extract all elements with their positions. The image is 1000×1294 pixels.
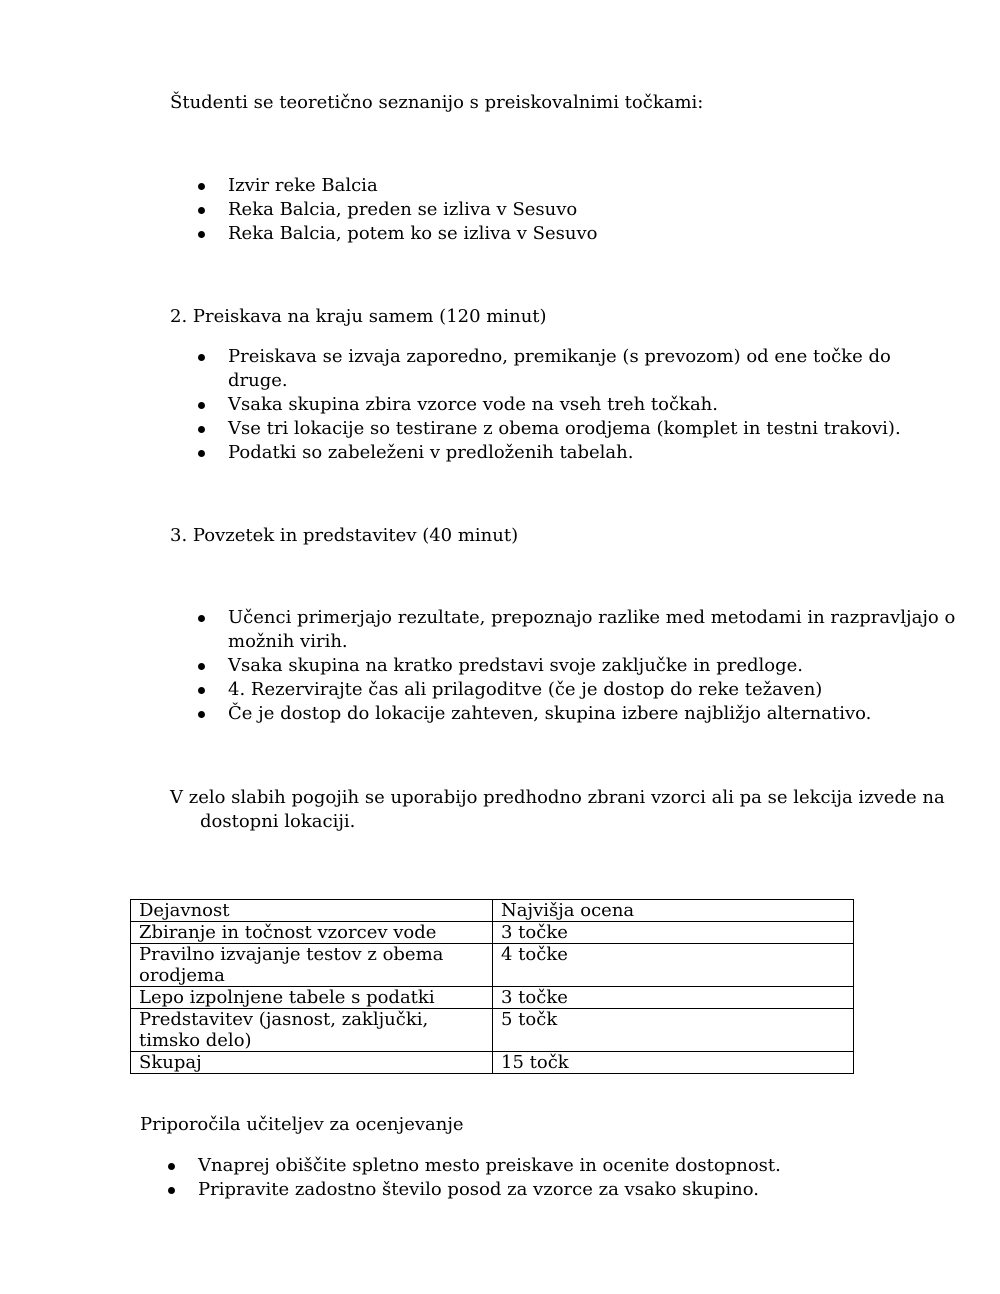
intro-text: Študenti se teoretično seznanijo s preiskovalnimi točkami: (170, 92, 704, 113)
table-row (131, 944, 854, 987)
table-cell: Predstavitev (jasnost, zaključki, timsko delo) (131, 1009, 493, 1052)
table-row (131, 987, 854, 1009)
list-item: Pripravite zadostno število posod za vzorce za vsako skupino. (168, 1178, 958, 1202)
list-item: Vsaka skupina zbira vzorce vode na vseh treh točkah. (198, 393, 938, 417)
list-item: Podatki so zabeleženi v predloženih tabelah. (198, 441, 938, 465)
table-cell: Zbiranje in točnost vzorcev vode (131, 922, 493, 944)
section-2-list (198, 345, 938, 465)
list-item: 4. Rezervirajte čas ali prilagoditve (če je dostop do reke težaven) (198, 678, 968, 702)
list-item: Če je dostop do lokacije zahteven, skupina izbere najbližjo alternativo. (198, 702, 968, 726)
table-row (131, 1009, 854, 1052)
table-cell: Pravilno izvajanje testov z obema orodjema (131, 944, 493, 987)
table-row (131, 1052, 854, 1074)
list-item: Vse tri lokacije so testirane z obema orodjema (komplet in testni trakovi). (198, 417, 938, 441)
section-3-heading: 3. Povzetek in predstavitev (40 minut) (170, 525, 519, 546)
list-item: Učenci primerjajo rezultate, prepoznajo razlike med metodami in razpravljajo o možnih virih. (198, 606, 968, 654)
section-3-list (198, 606, 968, 726)
table-cell: Skupaj (131, 1052, 493, 1074)
rubric-table (130, 899, 854, 1074)
table-cell: 3 točke (493, 987, 854, 1009)
table-cell: 15 točk (493, 1052, 854, 1074)
weather-note: V zelo slabih pogojih se uporabijo predhodno zbrani vzorci ali pa se lekcija izvede na dostopni lokaciji. (170, 787, 945, 832)
list-item: Reka Balcia, potem ko se izliva v Sesuvo (198, 222, 958, 246)
list-item: Reka Balcia, preden se izliva v Sesuvo (198, 198, 958, 222)
section-2-heading: 2. Preiskava na kraju samem (120 minut) (170, 306, 547, 327)
list-item: Preiskava se izvaja zaporedno, premikanje (s prevozom) od ene točke do druge. (198, 345, 938, 393)
table-cell: 3 točke (493, 922, 854, 944)
table-cell: 5 točk (493, 1009, 854, 1052)
table-header-row (131, 900, 854, 922)
table-row (131, 922, 854, 944)
list-item: Izvir reke Balcia (198, 174, 958, 198)
recommendations-heading: Priporočila učiteljev za ocenjevanje (140, 1114, 464, 1135)
column-header-max-score: Najvišja ocena (493, 900, 854, 922)
list-item: Vsaka skupina na kratko predstavi svoje zaključke in predloge. (198, 654, 968, 678)
recommendations-list (168, 1154, 958, 1202)
column-header-activity: Dejavnost (131, 900, 493, 922)
table-cell: 4 točke (493, 944, 854, 987)
points-list (198, 174, 958, 246)
list-item: Vnaprej obiščite spletno mesto preiskave in ocenite dostopnost. (168, 1154, 958, 1178)
table-cell: Lepo izpolnjene tabele s podatki (131, 987, 493, 1009)
